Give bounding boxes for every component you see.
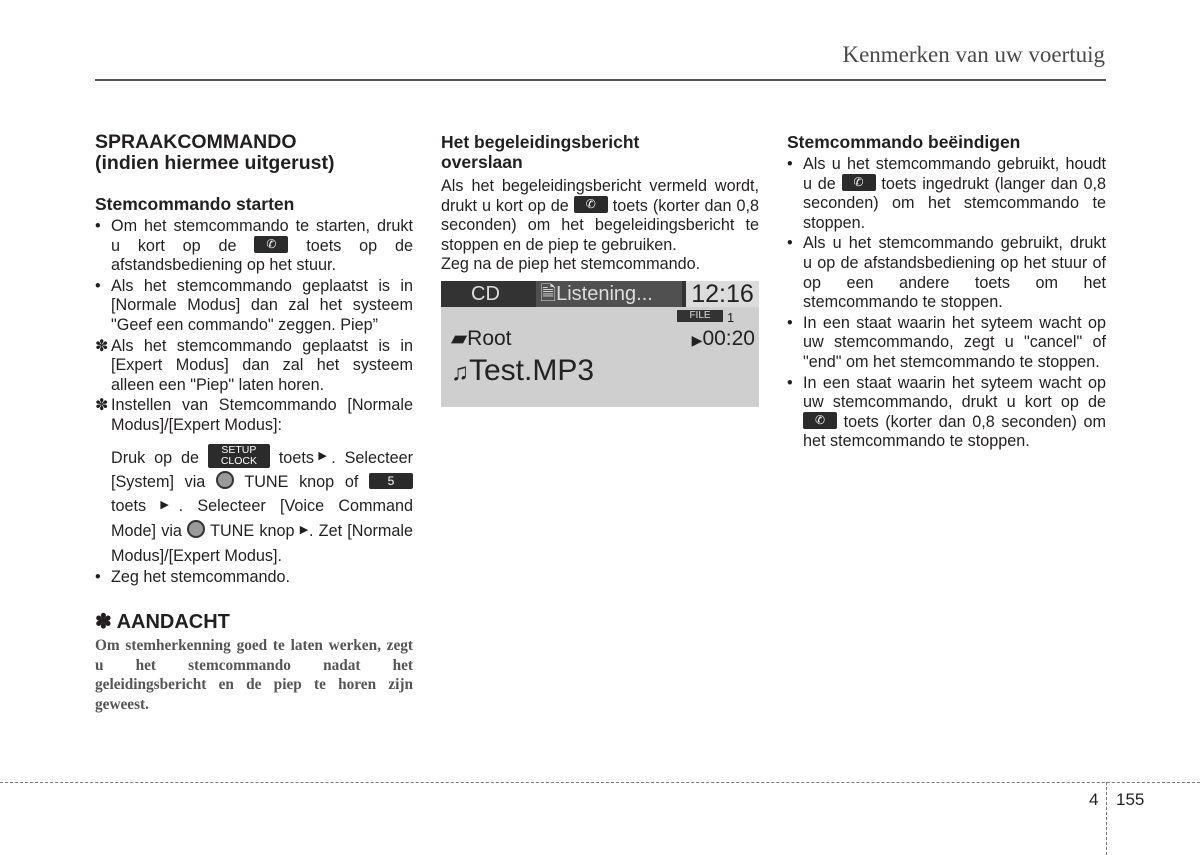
section-title-line1: SPRAAKCOMMANDO: [95, 131, 297, 153]
footer-divider: [1106, 782, 1107, 855]
bullet: •: [95, 276, 101, 295]
tune-knob-icon: [187, 520, 205, 538]
voice-command-icon: ✆: [254, 236, 288, 253]
play-icon: ▶: [691, 331, 703, 348]
column-2: [441, 132, 759, 407]
subtitle-starten: Stemcommando starten: [95, 194, 295, 214]
setup-steps: Druk op de SETUP CLOCK toets▶. Selecteer [System] via TUNE knop of 5 toets ▶. Selecteer [Voice Command Mode] via TUNE knop ▶. Zet [Normale Modus]/[Expert Modus].: [111, 444, 413, 565]
folder-icon: ▰: [451, 326, 468, 350]
paragraph-2: Zeg na de piep het stemcommando.: [441, 255, 701, 274]
bullet: •: [787, 373, 793, 392]
display-file-number: 1: [727, 309, 735, 325]
list-item: ✽ Als het stemcommando geplaatst is in [Expert Modus] dan zal het systeem alleen een "Piep" laten horen.: [95, 336, 413, 394]
audio-display-screen: [441, 281, 759, 407]
subtitle-overslaan: Het begeleidingsbericht overslaan: [441, 132, 640, 172]
voice-command-icon: ✆: [803, 412, 837, 429]
display-file-label: FILE: [677, 310, 723, 322]
display-status: 🗎Listening...: [536, 281, 682, 307]
bullet: •: [787, 155, 793, 173]
list-item: • Als u het stemcommando gebruikt, houdt u de ✆ toets ingedrukt (langer dan 0,8 seconden) om het stemcommando te stoppen.: [787, 155, 1107, 232]
chapter-number: 4: [1089, 790, 1099, 809]
tune-knob-icon: [216, 471, 234, 489]
preset-5-button-icon: 5: [369, 473, 413, 489]
aandacht-body: Om stemherkenning goed te laten werken, zegt u het stemcommando nadat het geleidingsbericht en de piep te horen zijn geweest.: [95, 637, 413, 714]
display-clock: 12:16: [686, 281, 759, 307]
list-item: • Om het stemcommando te starten, drukt u kort op de ✆ toets op de afstandsbediening op het stuur.: [95, 217, 413, 275]
list-item: • Als u het stemcommando gebruikt, drukt u op de afstandsbediening op het stuur of op een andere toets om het stemcommando te stoppen.: [787, 234, 1106, 312]
starten-list: [95, 217, 413, 436]
display-source: CD: [471, 282, 500, 305]
subtitle-beeindigen: Stemcommando beëindigen: [787, 132, 1021, 152]
final-list: [95, 568, 413, 588]
setup-clock-button-icon: SETUP CLOCK: [208, 444, 270, 468]
arrow-right-icon: ▶: [313, 450, 332, 463]
beeindigen-list: [787, 155, 1106, 452]
page-number: 155: [1116, 790, 1145, 809]
running-header: Kenmerken van uw voertuig: [842, 42, 1105, 67]
list-item: • Zeg het stemcommando.: [95, 567, 291, 586]
section-title-line2: (indien hiermee uitgerust): [95, 152, 335, 174]
bullet: •: [95, 217, 101, 235]
list-item: • Als het stemcommando geplaatst is in [Normale Modus] dan zal het systeem "Geef een commando" zeggen. Piep”: [95, 276, 413, 334]
section-title: [95, 132, 413, 174]
list-item: • In een staat waarin het syteem wacht op uw stemcommando, zegt u "cancel" of "end" om het stemcommando te stoppen.: [787, 313, 1106, 371]
bullet: •: [95, 567, 101, 586]
voice-command-icon: ✆: [574, 196, 608, 213]
arrow-right-icon: ▶: [160, 498, 179, 511]
music-note-icon: ♫: [451, 358, 469, 386]
column-1: [95, 132, 413, 715]
aandacht-title: ✽ AANDACHT: [95, 611, 230, 634]
voice-command-icon: ✆: [842, 174, 876, 191]
list-item: ✽ Instellen van Stemcommando [Normale Modus]/[Expert Modus]:: [95, 396, 413, 434]
display-folder: ▰Root: [451, 326, 512, 350]
arrow-right-icon: ▶: [299, 523, 309, 536]
footer-rule: [0, 782, 1200, 783]
display-track: ♫Test.MP3: [451, 353, 595, 387]
list-item: • In een staat waarin het syteem wacht op uw stemcommando, drukt u kort op de ✆ toets (korter dan 0,8 seconden) om het stemcommando te stoppen.: [787, 373, 1106, 451]
header-rule: [95, 79, 1106, 81]
display-elapsed: ▶00:20: [691, 326, 755, 350]
star-mark: ✽: [95, 336, 109, 355]
bullet: •: [787, 234, 793, 253]
paragraph-1: Als het begeleidingsbericht vermeld wordt, drukt u kort op de ✆ toets (korter dan 0,8 seconden) om het begeleidingsbericht te stoppen en de piep te gebruiken.: [441, 177, 760, 254]
column-3: [787, 132, 1106, 453]
bullet: •: [787, 313, 793, 332]
star-mark: ✽: [95, 396, 109, 415]
